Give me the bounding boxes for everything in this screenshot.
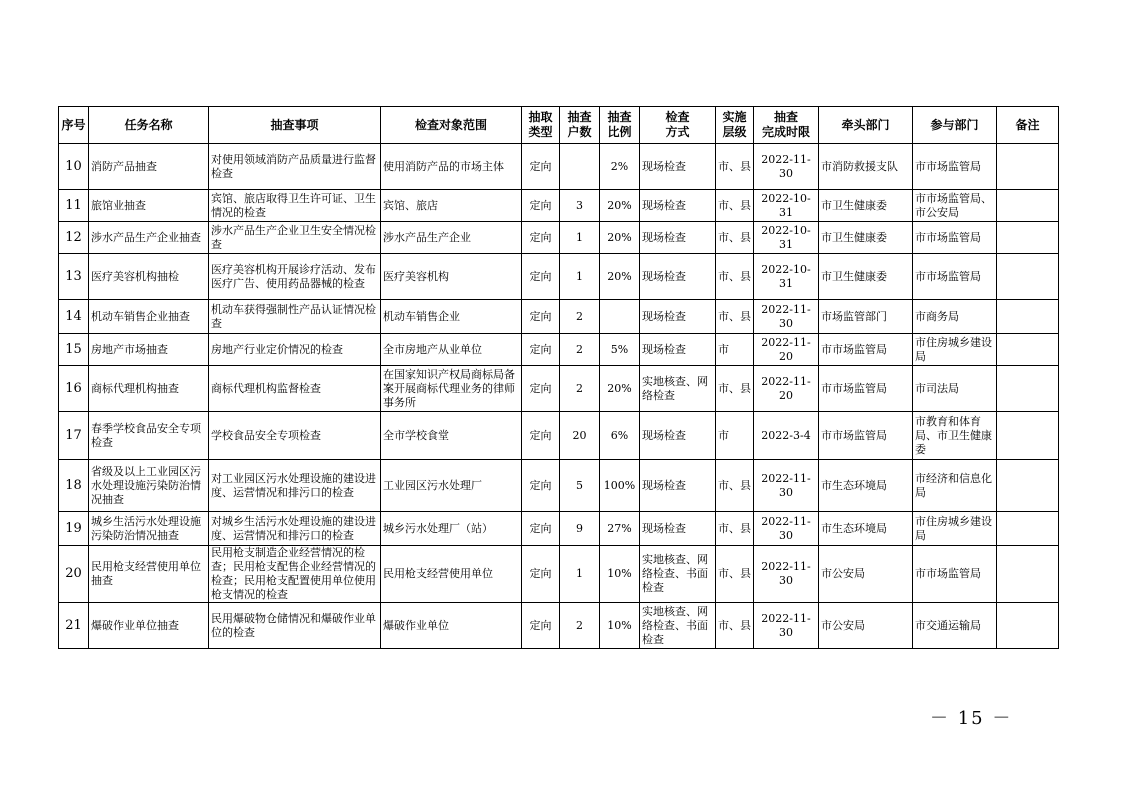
cell-scope: 爆破作业单位 <box>381 603 522 649</box>
cell-ratio: 10% <box>600 603 640 649</box>
cell-note <box>997 546 1059 603</box>
cell-deadline: 2022-11-20 <box>754 366 819 412</box>
cell-seq: 12 <box>59 222 89 254</box>
table-row <box>59 460 1059 512</box>
cell-lead: 市消防救援支队 <box>819 144 913 190</box>
cell-lead: 市市场监管局 <box>819 412 913 460</box>
cell-participants: 市司法局 <box>913 366 997 412</box>
cell-scope: 医疗美容机构 <box>381 254 522 300</box>
header-level: 实施 层级 <box>716 107 754 144</box>
cell-type: 定向 <box>522 190 560 222</box>
cell-method: 现场检查 <box>640 412 716 460</box>
cell-lead: 市卫生健康委 <box>819 190 913 222</box>
cell-note <box>997 300 1059 334</box>
cell-note <box>997 254 1059 300</box>
cell-deadline: 2022-10-31 <box>754 222 819 254</box>
header-lead: 牵头部门 <box>819 107 913 144</box>
cell-participants: 市教育和体育局、市卫生健康委 <box>913 412 997 460</box>
cell-ratio: 20% <box>600 222 640 254</box>
cell-lead: 市场监管部门 <box>819 300 913 334</box>
cell-lead: 市公安局 <box>819 546 913 603</box>
cell-count: 2 <box>560 334 600 366</box>
cell-ratio: 10% <box>600 546 640 603</box>
cell-lead: 市公安局 <box>819 603 913 649</box>
cell-lead: 市生态环境局 <box>819 512 913 546</box>
cell-scope: 工业园区污水处理厂 <box>381 460 522 512</box>
cell-ratio: 100% <box>600 460 640 512</box>
header-participants: 参与部门 <box>913 107 997 144</box>
cell-task: 省级及以上工业园区污水处理设施污染防治情况抽查 <box>89 460 209 512</box>
cell-seq: 17 <box>59 412 89 460</box>
cell-lead: 市卫生健康委 <box>819 222 913 254</box>
table-row <box>59 144 1059 190</box>
cell-count: 5 <box>560 460 600 512</box>
cell-ratio: 20% <box>600 366 640 412</box>
cell-type: 定向 <box>522 603 560 649</box>
cell-participants: 市市场监管局 <box>913 254 997 300</box>
table-row <box>59 546 1059 603</box>
cell-lead: 市市场监管局 <box>819 334 913 366</box>
table-row <box>59 603 1059 649</box>
cell-seq: 14 <box>59 300 89 334</box>
header-type: 抽取 类型 <box>522 107 560 144</box>
cell-seq: 18 <box>59 460 89 512</box>
cell-count: 3 <box>560 190 600 222</box>
cell-task: 春季学校食品安全专项检查 <box>89 412 209 460</box>
cell-method: 现场检查 <box>640 334 716 366</box>
cell-ratio: 27% <box>600 512 640 546</box>
cell-item: 机动车获得强制性产品认证情况检查 <box>209 300 381 334</box>
cell-note <box>997 412 1059 460</box>
cell-task: 涉水产品生产企业抽查 <box>89 222 209 254</box>
header-seq: 序号 <box>59 107 89 144</box>
cell-seq: 15 <box>59 334 89 366</box>
cell-task: 商标代理机构抽查 <box>89 366 209 412</box>
cell-count: 1 <box>560 222 600 254</box>
header-count: 抽查 户数 <box>560 107 600 144</box>
cell-count: 20 <box>560 412 600 460</box>
cell-seq: 10 <box>59 144 89 190</box>
cell-deadline: 2022-11-30 <box>754 603 819 649</box>
cell-deadline: 2022-11-30 <box>754 144 819 190</box>
table-row <box>59 334 1059 366</box>
cell-level: 市、县 <box>716 546 754 603</box>
cell-level: 市 <box>716 334 754 366</box>
cell-lead: 市市场监管局 <box>819 366 913 412</box>
cell-note <box>997 512 1059 546</box>
cell-note <box>997 222 1059 254</box>
cell-seq: 21 <box>59 603 89 649</box>
cell-scope: 涉水产品生产企业 <box>381 222 522 254</box>
cell-item: 宾馆、旅店取得卫生许可证、卫生情况的检查 <box>209 190 381 222</box>
cell-item: 涉水产品生产企业卫生安全情况检查 <box>209 222 381 254</box>
cell-deadline: 2022-11-30 <box>754 546 819 603</box>
cell-item: 商标代理机构监督检查 <box>209 366 381 412</box>
cell-participants: 市市场监管局 <box>913 144 997 190</box>
cell-scope: 宾馆、旅店 <box>381 190 522 222</box>
cell-item: 民用爆破物仓储情况和爆破作业单位的检查 <box>209 603 381 649</box>
cell-task: 医疗美容机构抽检 <box>89 254 209 300</box>
cell-count: 1 <box>560 546 600 603</box>
cell-method: 现场检查 <box>640 190 716 222</box>
cell-task: 房地产市场抽查 <box>89 334 209 366</box>
cell-level: 市 <box>716 412 754 460</box>
table-row <box>59 366 1059 412</box>
cell-participants: 市经济和信息化局 <box>913 460 997 512</box>
cell-deadline: 2022-11-30 <box>754 300 819 334</box>
cell-type: 定向 <box>522 222 560 254</box>
cell-note <box>997 144 1059 190</box>
cell-item: 民用枪支制造企业经营情况的检查；民用枪支配售企业经营情况的检查；民用枪支配置使用单位使用枪支情况的检查 <box>209 546 381 603</box>
cell-level: 市、县 <box>716 366 754 412</box>
cell-level: 市、县 <box>716 300 754 334</box>
cell-type: 定向 <box>522 254 560 300</box>
cell-deadline: 2022-11-30 <box>754 512 819 546</box>
cell-ratio: 20% <box>600 190 640 222</box>
cell-ratio: 20% <box>600 254 640 300</box>
cell-deadline: 2022-10-31 <box>754 190 819 222</box>
header-row <box>59 107 1059 144</box>
cell-task: 消防产品抽查 <box>89 144 209 190</box>
cell-count: 2 <box>560 300 600 334</box>
cell-scope: 在国家知识产权局商标局备案开展商标代理业务的律师事务所 <box>381 366 522 412</box>
cell-count <box>560 144 600 190</box>
header-item: 抽查事项 <box>209 107 381 144</box>
cell-participants: 市住房城乡建设局 <box>913 512 997 546</box>
cell-deadline: 2022-10-31 <box>754 254 819 300</box>
cell-count: 2 <box>560 366 600 412</box>
cell-method: 现场检查 <box>640 144 716 190</box>
cell-seq: 19 <box>59 512 89 546</box>
cell-note <box>997 190 1059 222</box>
cell-level: 市、县 <box>716 254 754 300</box>
cell-scope: 使用消防产品的市场主体 <box>381 144 522 190</box>
cell-method: 现场检查 <box>640 222 716 254</box>
cell-method: 现场检查 <box>640 300 716 334</box>
cell-note <box>997 366 1059 412</box>
cell-level: 市、县 <box>716 460 754 512</box>
cell-level: 市、县 <box>716 190 754 222</box>
cell-item: 学校食品安全专项检查 <box>209 412 381 460</box>
table-row <box>59 254 1059 300</box>
cell-level: 市、县 <box>716 603 754 649</box>
cell-type: 定向 <box>522 546 560 603</box>
cell-count: 1 <box>560 254 600 300</box>
header-deadline: 抽查 完成时限 <box>754 107 819 144</box>
cell-count: 9 <box>560 512 600 546</box>
cell-scope: 城乡污水处理厂（站） <box>381 512 522 546</box>
table-row <box>59 300 1059 334</box>
cell-participants: 市市场监管局 <box>913 222 997 254</box>
cell-item: 对工业园区污水处理设施的建设进度、运营情况和排污口的检查 <box>209 460 381 512</box>
cell-type: 定向 <box>522 144 560 190</box>
table-row <box>59 512 1059 546</box>
cell-type: 定向 <box>522 412 560 460</box>
cell-level: 市、县 <box>716 222 754 254</box>
table-row <box>59 412 1059 460</box>
cell-method: 实地核查、网络检查、书面检查 <box>640 603 716 649</box>
cell-method: 实地核查、网络检查、书面检查 <box>640 546 716 603</box>
header-task: 任务名称 <box>89 107 209 144</box>
cell-scope: 机动车销售企业 <box>381 300 522 334</box>
cell-item: 医疗美容机构开展诊疗活动、发布医疗广告、使用药品器械的检查 <box>209 254 381 300</box>
cell-task: 旅馆业抽查 <box>89 190 209 222</box>
header-scope: 检查对象范围 <box>381 107 522 144</box>
inspection-task-table <box>58 106 1059 649</box>
table-row <box>59 222 1059 254</box>
cell-deadline: 2022-11-30 <box>754 460 819 512</box>
cell-type: 定向 <box>522 300 560 334</box>
cell-item: 对城乡生活污水处理设施的建设进度、运营情况和排污口的检查 <box>209 512 381 546</box>
cell-scope: 全市学校食堂 <box>381 412 522 460</box>
cell-task: 机动车销售企业抽查 <box>89 300 209 334</box>
cell-method: 现场检查 <box>640 512 716 546</box>
cell-note <box>997 334 1059 366</box>
cell-note <box>997 603 1059 649</box>
cell-participants: 市市场监管局、市公安局 <box>913 190 997 222</box>
cell-scope: 全市房地产从业单位 <box>381 334 522 366</box>
cell-ratio: 5% <box>600 334 640 366</box>
cell-seq: 13 <box>59 254 89 300</box>
cell-type: 定向 <box>522 366 560 412</box>
cell-task: 城乡生活污水处理设施污染防治情况抽查 <box>89 512 209 546</box>
cell-participants: 市交通运输局 <box>913 603 997 649</box>
cell-deadline: 2022-3-4 <box>754 412 819 460</box>
cell-scope: 民用枪支经营使用单位 <box>381 546 522 603</box>
cell-count: 2 <box>560 603 600 649</box>
cell-item: 对使用领域消防产品质量进行监督检查 <box>209 144 381 190</box>
cell-note <box>997 460 1059 512</box>
cell-participants: 市商务局 <box>913 300 997 334</box>
header-method: 检查 方式 <box>640 107 716 144</box>
cell-method: 实地核查、网络检查 <box>640 366 716 412</box>
cell-method: 现场检查 <box>640 460 716 512</box>
cell-ratio <box>600 300 640 334</box>
header-note: 备注 <box>997 107 1059 144</box>
cell-type: 定向 <box>522 334 560 366</box>
header-ratio: 抽查 比例 <box>600 107 640 144</box>
cell-seq: 20 <box>59 546 89 603</box>
cell-type: 定向 <box>522 512 560 546</box>
cell-level: 市、县 <box>716 512 754 546</box>
cell-ratio: 2% <box>600 144 640 190</box>
cell-method: 现场检查 <box>640 254 716 300</box>
cell-participants: 市住房城乡建设局 <box>913 334 997 366</box>
cell-task: 民用枪支经营使用单位抽查 <box>89 546 209 603</box>
cell-lead: 市生态环境局 <box>819 460 913 512</box>
cell-type: 定向 <box>522 460 560 512</box>
cell-seq: 11 <box>59 190 89 222</box>
page-number: － 15 － <box>930 708 1013 729</box>
cell-deadline: 2022-11-20 <box>754 334 819 366</box>
cell-participants: 市市场监管局 <box>913 546 997 603</box>
cell-ratio: 6% <box>600 412 640 460</box>
cell-level: 市、县 <box>716 144 754 190</box>
cell-lead: 市卫生健康委 <box>819 254 913 300</box>
table-row <box>59 190 1059 222</box>
cell-seq: 16 <box>59 366 89 412</box>
cell-item: 房地产行业定价情况的检查 <box>209 334 381 366</box>
cell-task: 爆破作业单位抽查 <box>89 603 209 649</box>
